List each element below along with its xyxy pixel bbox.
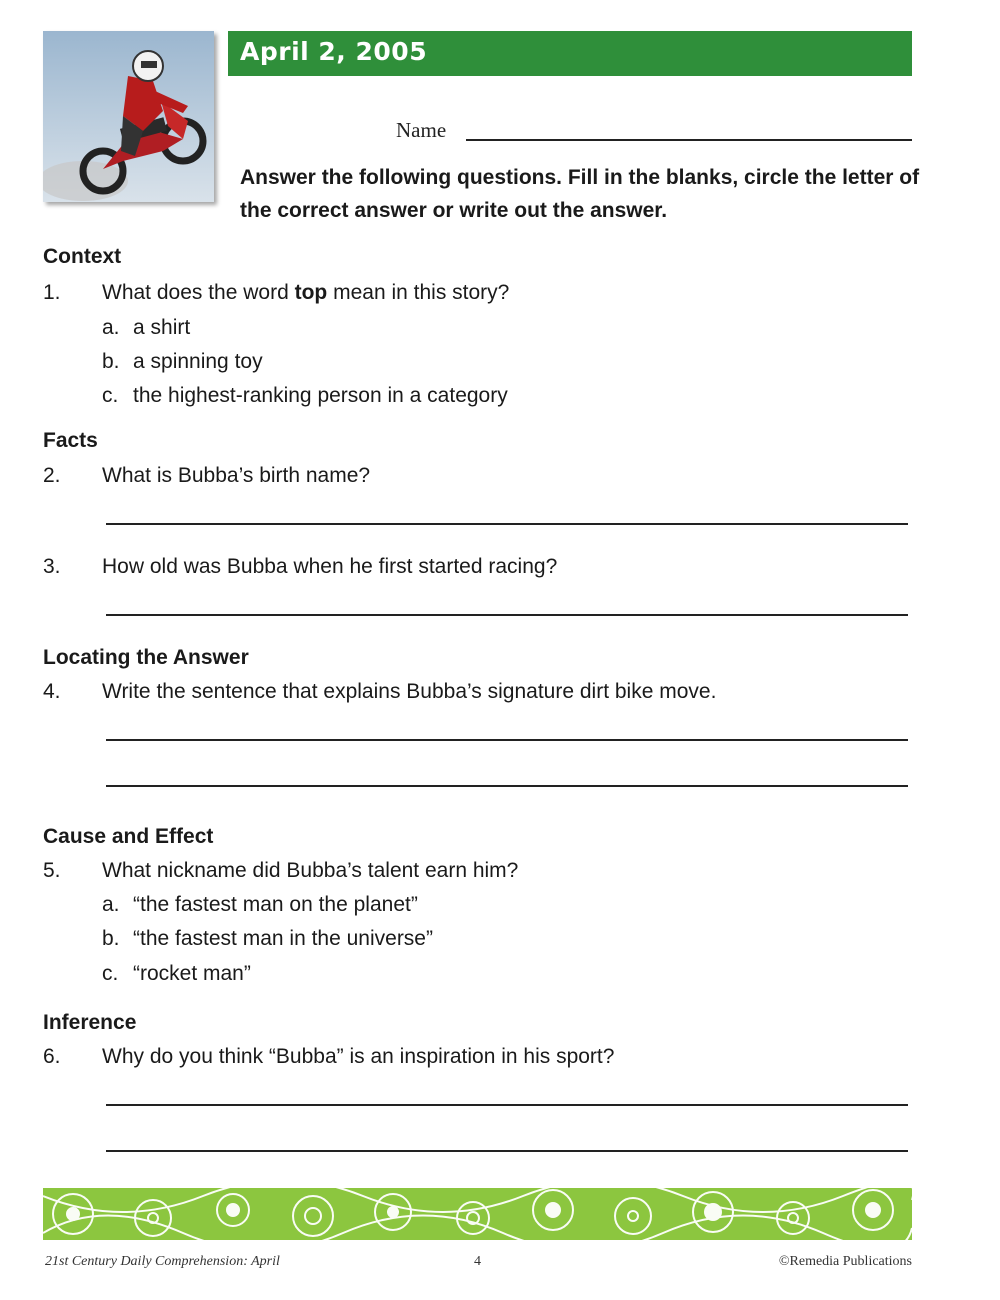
option-5c[interactable]: c. “rocket man” xyxy=(102,962,251,985)
name-blank[interactable] xyxy=(466,139,912,141)
answer-line-6a[interactable] xyxy=(106,1104,908,1106)
flower-pattern-icon xyxy=(43,1188,912,1240)
instructions: Answer the following questions. Fill in the blanks, circle the letter of the correct answer or write out the answer. xyxy=(240,166,920,222)
heading-locating: Locating the Answer xyxy=(43,646,249,669)
name-row xyxy=(396,116,912,146)
heading-inference: Inference xyxy=(43,1011,137,1034)
answer-line-3[interactable] xyxy=(106,614,908,616)
option-1a[interactable]: a. a shirt xyxy=(102,316,191,339)
answer-line-4b[interactable] xyxy=(106,785,908,787)
name-label: Name xyxy=(396,118,447,142)
option-1c[interactable]: c. the highest-ranking person in a category xyxy=(102,384,508,407)
answer-line-6b[interactable] xyxy=(106,1150,908,1152)
question-number: 1. xyxy=(43,281,61,304)
footer-book-title: 21st Century Daily Comprehension: April xyxy=(45,1254,280,1269)
answer-line-2[interactable] xyxy=(106,523,908,525)
heading-cause-effect: Cause and Effect xyxy=(43,825,214,848)
date-title: April 2, 2005 xyxy=(240,37,428,66)
motocross-photo xyxy=(43,31,214,202)
floral-footer-band xyxy=(43,1188,912,1240)
question-text: What does the word top mean in this story? xyxy=(102,281,510,304)
heading-context: Context xyxy=(43,245,122,268)
date-banner xyxy=(228,31,912,76)
footer-page-number: 4 xyxy=(474,1254,481,1269)
option-5b[interactable]: b. “the fastest man in the universe” xyxy=(102,927,433,950)
option-1b[interactable]: b. a spinning toy xyxy=(102,350,263,373)
option-5a[interactable]: a. “the fastest man on the planet” xyxy=(102,893,418,916)
heading-facts: Facts xyxy=(43,429,98,452)
answer-line-4a[interactable] xyxy=(106,739,908,741)
footer-publisher: ©Remedia Publications xyxy=(778,1254,912,1269)
